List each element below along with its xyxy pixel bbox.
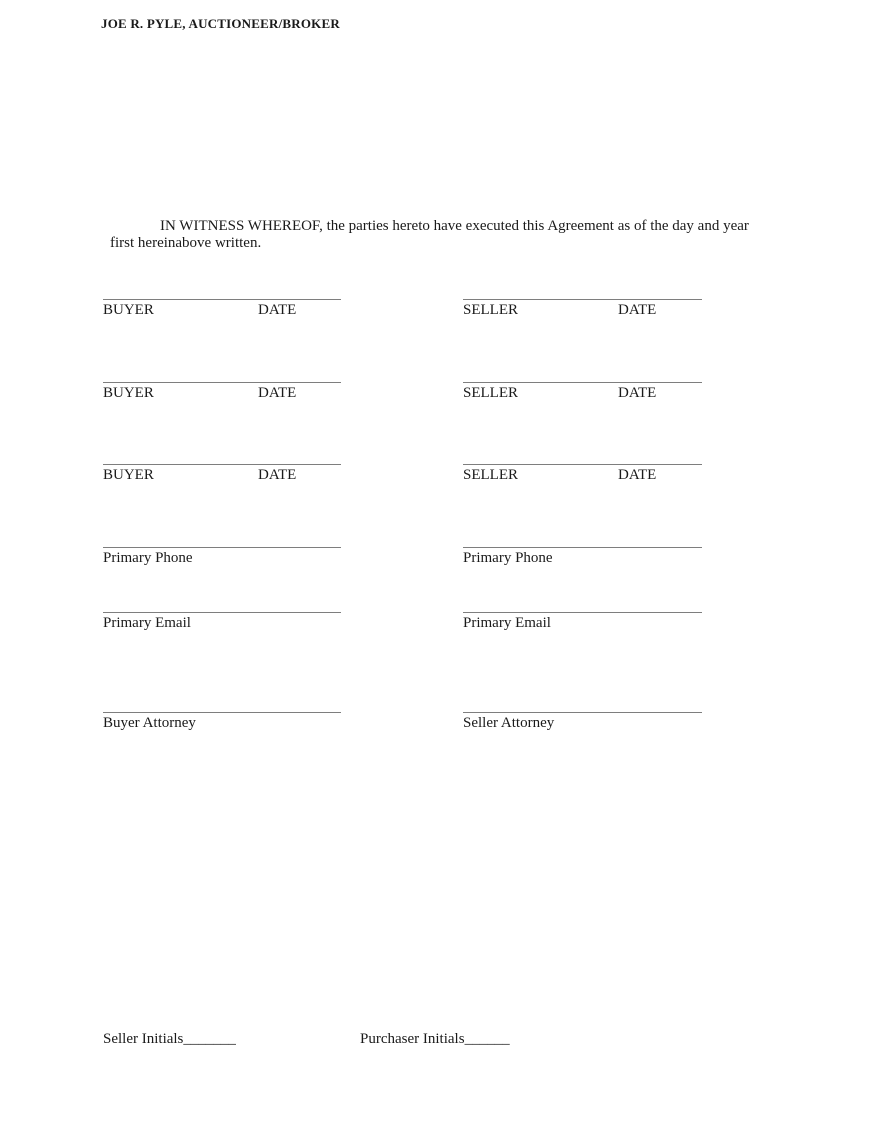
seller-initials-blank: _______ xyxy=(183,1031,236,1047)
purchaser-initials-label: Purchaser Initials xyxy=(360,1031,465,1047)
buyer-attorney-label: Buyer Attorney xyxy=(103,715,196,731)
buyer-primary-phone-block xyxy=(103,547,341,567)
signature-line xyxy=(463,547,702,548)
signature-line xyxy=(103,464,341,465)
primary-email-label: Primary Email xyxy=(463,615,551,631)
seller-initials-label: Seller Initials xyxy=(103,1031,184,1047)
date-label: DATE xyxy=(618,467,657,483)
signature-line xyxy=(103,612,341,613)
seller-label: SELLER xyxy=(463,385,518,401)
date-label: DATE xyxy=(618,302,657,318)
seller-initials xyxy=(103,1031,236,1048)
seller-primary-email-block xyxy=(463,612,702,632)
seller-attorney-block xyxy=(463,712,702,732)
date-label: DATE xyxy=(258,302,297,318)
signature-line xyxy=(103,547,341,548)
seller-signature-block-2 xyxy=(463,382,702,403)
buyer-label: BUYER xyxy=(103,385,154,401)
date-label: DATE xyxy=(618,385,657,401)
signature-line xyxy=(463,612,702,613)
buyer-label: BUYER xyxy=(103,467,154,483)
document-header-title: JOE R. PYLE, AUCTIONEER/BROKER xyxy=(101,16,340,31)
witness-paragraph: IN WITNESS WHEREOF, the parties hereto have executed this Agreement as of the day and year first hereinabove written. xyxy=(110,218,749,251)
buyer-attorney-block xyxy=(103,712,341,732)
seller-label: SELLER xyxy=(463,467,518,483)
seller-attorney-label: Seller Attorney xyxy=(463,715,555,731)
seller-signature-block-1 xyxy=(463,299,702,320)
primary-phone-label: Primary Phone xyxy=(463,550,553,566)
buyer-signature-block-2 xyxy=(103,382,341,403)
signature-line xyxy=(103,712,341,713)
primary-email-label: Primary Email xyxy=(103,615,191,631)
seller-primary-phone-block xyxy=(463,547,702,567)
signature-line xyxy=(463,712,702,713)
signature-line xyxy=(103,299,341,300)
date-label: DATE xyxy=(258,467,297,483)
signature-line xyxy=(463,382,702,383)
buyer-signature-block-1 xyxy=(103,299,341,320)
signature-line xyxy=(103,382,341,383)
seller-signature-block-3 xyxy=(463,464,702,485)
primary-phone-label: Primary Phone xyxy=(103,550,193,566)
buyer-signature-block-3 xyxy=(103,464,341,485)
buyer-primary-email-block xyxy=(103,612,341,632)
buyer-label: BUYER xyxy=(103,302,154,318)
signature-line xyxy=(463,299,702,300)
purchaser-initials-blank: ______ xyxy=(464,1031,510,1047)
date-label: DATE xyxy=(258,385,297,401)
seller-label: SELLER xyxy=(463,302,518,318)
purchaser-initials xyxy=(360,1031,510,1048)
signature-line xyxy=(463,464,702,465)
